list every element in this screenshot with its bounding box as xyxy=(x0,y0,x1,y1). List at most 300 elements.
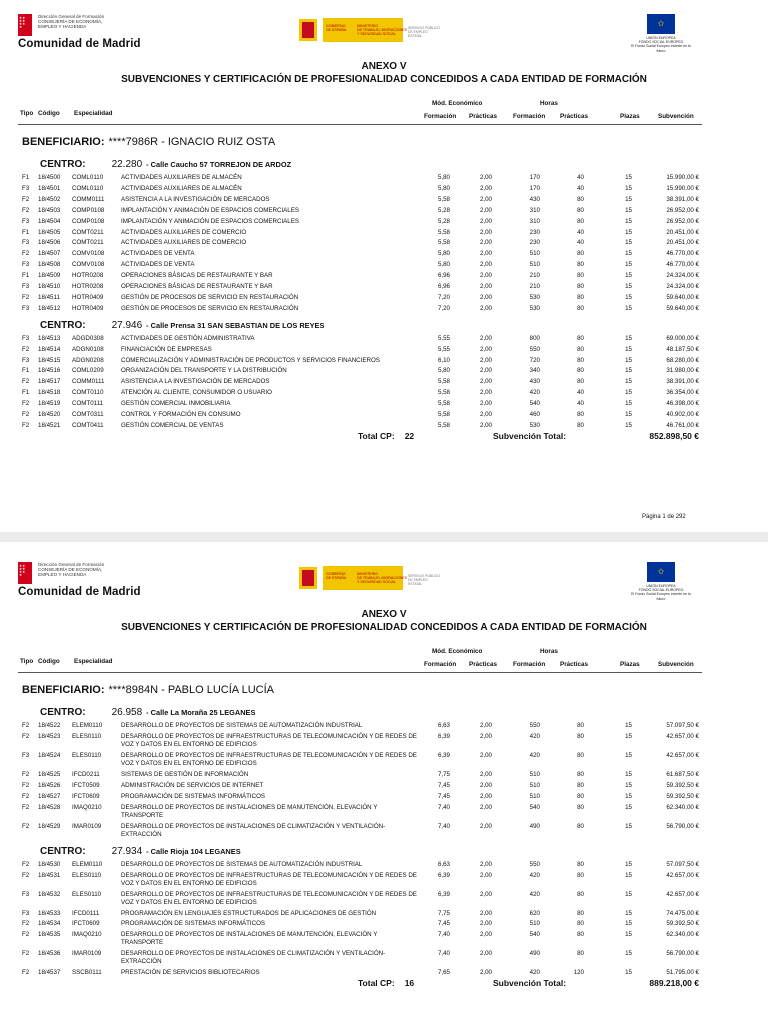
cell-mod-practicas: 2,00 xyxy=(479,389,492,397)
table-row xyxy=(0,872,768,890)
cell-subvencion: 24.324,00 € xyxy=(666,272,699,280)
cell-horas-formacion: 530 xyxy=(529,304,540,312)
cell-mod-practicas: 2,00 xyxy=(479,400,492,408)
cell-tipo: F2 xyxy=(22,732,30,740)
cell-codigo: 18/4518 xyxy=(38,389,61,397)
table-row xyxy=(0,722,768,731)
table-row xyxy=(0,950,768,968)
cell-mod-formacion: 7,40 xyxy=(437,803,450,811)
cell-especialidad: PRESTACIÓN DE SERVICIOS BIBLIOTECARIOS xyxy=(121,969,260,977)
cell-tipo: F2 xyxy=(22,950,30,958)
cell-plazas: 15 xyxy=(625,822,632,830)
cell-codigo: 18/4534 xyxy=(38,920,61,928)
cell-codigo: 18/4515 xyxy=(38,356,61,364)
cell-codigo: 18/4525 xyxy=(38,770,61,778)
cell-horas-practicas: 80 xyxy=(577,722,584,729)
cell-codigo: 18/4531 xyxy=(38,871,61,879)
table-row xyxy=(0,861,768,870)
cell-horas-formacion: 430 xyxy=(529,378,540,386)
col-horas: Horas xyxy=(540,100,558,107)
centro-line xyxy=(40,320,324,331)
cell-especialidad-code: IFCT0609 xyxy=(72,920,100,928)
col-subvencion: Subvención xyxy=(658,661,694,668)
cell-horas-practicas: 80 xyxy=(577,283,584,290)
cell-codigo: 18/4500 xyxy=(38,174,61,181)
cell-plazas: 15 xyxy=(625,920,632,928)
cell-subvencion: 57.097,50 € xyxy=(666,722,699,729)
cell-subvencion: 24.324,00 € xyxy=(666,283,699,290)
cell-codigo: 18/4507 xyxy=(38,250,61,258)
cell-mod-practicas: 2,00 xyxy=(479,421,492,429)
cell-mod-practicas: 2,00 xyxy=(479,751,492,759)
table-row xyxy=(0,378,768,387)
centro-address: - Calle La Moraña 25 LEGANES xyxy=(146,708,256,717)
ministry-line: MINISTERIO xyxy=(357,572,378,576)
subv-total-label: Subvención Total: xyxy=(493,978,567,989)
cell-horas-formacion: 510 xyxy=(529,770,540,778)
cell-tipo: F2 xyxy=(22,250,30,258)
cell-especialidad: DESARROLLO DE PROYECTOS DE INFRAESTRUCTURAS DE TELECOMUNICACIÓN Y DE REDES DE VOZ Y DATOS EN EL ENTORNO DE EDIFICIOS xyxy=(121,751,417,767)
ministry-line: MINISTERIO xyxy=(357,24,378,28)
cell-plazas: 15 xyxy=(625,871,632,879)
cell-horas-practicas: 80 xyxy=(577,250,584,258)
cell-especialidad-code: IMAQ0210 xyxy=(72,803,102,811)
cell-mod-formacion: 5,58 xyxy=(437,239,450,247)
cell-especialidad-code: COMT0110 xyxy=(72,389,104,397)
cell-horas-practicas: 80 xyxy=(577,378,584,386)
cell-plazas: 15 xyxy=(625,781,632,789)
cell-tipo: F2 xyxy=(22,803,30,811)
eu-line: El Fondo Social Europeo invierte en tu futuro xyxy=(631,44,691,53)
table-row xyxy=(0,218,768,227)
table-row xyxy=(0,969,768,978)
cell-mod-formacion: 7,45 xyxy=(437,792,450,800)
cell-codigo: 18/4526 xyxy=(38,781,61,789)
cell-plazas: 15 xyxy=(625,860,632,868)
cell-mod-formacion: 6,39 xyxy=(437,890,450,898)
cell-mod-practicas: 2,00 xyxy=(479,909,492,917)
cell-tipo: F3 xyxy=(22,304,30,312)
cell-horas-practicas: 80 xyxy=(577,871,584,879)
cell-subvencion: 61.687,50 € xyxy=(666,770,699,778)
cell-especialidad-code: ELES0110 xyxy=(72,890,102,898)
cell-plazas: 15 xyxy=(625,367,632,375)
sepe-line: DE EMPLEO ESTATAL xyxy=(408,578,428,586)
cell-tipo: F3 xyxy=(22,261,30,269)
cell-especialidad-code: HOTR0208 xyxy=(72,272,104,280)
col-especialidad: Especialidad xyxy=(74,658,113,665)
cell-horas-practicas: 80 xyxy=(577,345,584,353)
cell-horas-practicas: 80 xyxy=(577,770,584,778)
cell-tipo: F3 xyxy=(22,751,30,759)
cell-mod-practicas: 2,00 xyxy=(479,860,492,868)
cell-mod-practicas: 2,00 xyxy=(479,920,492,928)
cell-especialidad-code: COMT0211 xyxy=(72,228,104,236)
cell-plazas: 15 xyxy=(625,770,632,778)
cell-horas-formacion: 540 xyxy=(529,931,540,939)
cell-mod-formacion: 6,63 xyxy=(437,722,450,729)
table-row xyxy=(0,346,768,355)
cell-plazas: 15 xyxy=(625,334,632,342)
cell-mod-formacion: 7,20 xyxy=(437,304,450,312)
cell-codigo: 18/4520 xyxy=(38,411,61,418)
centro-label: CENTRO: xyxy=(40,319,86,331)
table-row xyxy=(0,422,768,431)
total-cp-value: 16 xyxy=(404,978,415,989)
cell-especialidad: CONTROL Y FORMACIÓN EN CONSUMO xyxy=(121,411,241,418)
cell-subvencion: 62.340,00 € xyxy=(666,803,699,811)
cell-horas-practicas: 40 xyxy=(577,239,584,247)
cell-plazas: 15 xyxy=(625,345,632,353)
col-tipo: Tipo xyxy=(20,110,34,117)
cell-horas-practicas: 120 xyxy=(573,969,584,977)
cell-mod-formacion: 6,39 xyxy=(437,871,450,879)
cell-horas-practicas: 80 xyxy=(577,890,584,898)
cell-horas-practicas: 80 xyxy=(577,781,584,789)
cell-especialidad: DESARROLLO DE PROYECTOS DE SISTEMAS DE AUTOMATIZACIÓN INDUSTRIAL xyxy=(121,860,363,868)
cell-mod-formacion: 7,65 xyxy=(437,969,450,977)
cell-mod-formacion: 6,96 xyxy=(437,283,450,290)
total-cp xyxy=(358,978,414,988)
cell-mod-formacion: 7,20 xyxy=(437,293,450,301)
cell-especialidad-code: COML0209 xyxy=(72,367,104,375)
centro-line xyxy=(40,846,241,857)
cell-subvencion: 59.392,50 € xyxy=(666,920,699,928)
cell-tipo: F3 xyxy=(22,356,30,364)
cell-horas-practicas: 80 xyxy=(577,195,584,203)
cell-especialidad: DESARROLLO DE PROYECTOS DE INFRAESTRUCTURAS DE TELECOMUNICACIÓN Y DE REDES DE VOZ Y DATOS EN EL ENTORNO DE EDIFICIOS xyxy=(121,890,417,906)
cell-especialidad-code: IFCT0609 xyxy=(72,792,100,800)
cell-subvencion: 42.657,00 € xyxy=(666,751,699,759)
cell-plazas: 15 xyxy=(625,239,632,247)
cell-plazas: 15 xyxy=(625,969,632,977)
page-header: ★★ ★★ ★★ ★ Dirección General de Formación CONSEJERÍA DE ECONOMÍA, EMPLEO Y HACIENDA Comunidad de Madrid GOBIERNO DE ESPAÑA MINISTERIO DE TRABAJO, MIGRACIONES Y SEGURIDAD SOCIAL SERVICIO PÚBLICO DE EMPLEO ESTATAL ✩ UNIÓN EUROPEA FONDO SOCIAL EUROPEO El Fondo Social Europeo invierte en tu futuro xyxy=(0,0,768,60)
page-header: ★★ ★★ ★★ ★ Dirección General de Formación CONSEJERÍA DE ECONOMÍA, EMPLEO Y HACIENDA Comunidad de Madrid GOBIERNO DE ESPAÑA MINISTERIO DE TRABAJO, MIGRACIONES Y SEGURIDAD SOCIAL SERVICIO PÚBLICO DE EMPLEO ESTATAL ✩ UNIÓN EUROPEA FONDO SOCIAL EUROPEO El Fondo Social Europeo invierte en tu futuro xyxy=(0,548,768,608)
cell-tipo: F2 xyxy=(22,781,30,789)
cell-mod-practicas: 2,00 xyxy=(479,239,492,247)
cell-subvencion: 46.761,00 € xyxy=(666,421,699,429)
cell-mod-practicas: 2,00 xyxy=(479,272,492,280)
page-separator xyxy=(0,532,768,542)
cell-tipo: F3 xyxy=(22,909,30,917)
cell-especialidad: ADMINISTRACIÓN DE SERVICIOS DE INTERNET xyxy=(121,781,264,789)
cell-horas-formacion: 800 xyxy=(529,334,540,342)
cell-codigo: 18/4516 xyxy=(38,367,61,375)
cell-horas-formacion: 550 xyxy=(529,722,540,729)
table-row xyxy=(0,400,768,409)
cell-especialidad: ATENCIÓN AL CLIENTE, CONSUMIDOR O USUARIO xyxy=(121,389,272,397)
ministry-line: Y SEGURIDAD SOCIAL xyxy=(357,580,396,584)
cell-mod-practicas: 2,00 xyxy=(479,722,492,729)
cell-horas-practicas: 80 xyxy=(577,792,584,800)
cell-mod-practicas: 2,00 xyxy=(479,206,492,214)
cell-plazas: 15 xyxy=(625,184,632,192)
cell-mod-formacion: 6,63 xyxy=(437,860,450,868)
cell-subvencion: 38.391,00 € xyxy=(666,195,699,203)
cell-mod-formacion: 5,55 xyxy=(437,334,450,342)
cell-especialidad-code: IMAR0109 xyxy=(72,950,102,958)
cell-tipo: F2 xyxy=(22,206,30,214)
coat-of-arms-icon xyxy=(299,19,317,41)
cell-plazas: 15 xyxy=(625,751,632,759)
cell-plazas: 15 xyxy=(625,206,632,214)
cell-especialidad: ACTIVIDADES DE VENTA xyxy=(121,261,195,269)
cell-tipo: F2 xyxy=(22,822,30,830)
cell-especialidad-code: IFCD0211 xyxy=(72,770,100,778)
cell-mod-practicas: 2,00 xyxy=(479,732,492,740)
cell-plazas: 15 xyxy=(625,400,632,408)
cell-especialidad-code: COMV0108 xyxy=(72,261,105,269)
cell-horas-practicas: 80 xyxy=(577,421,584,429)
subv-total-label: Subvención Total: xyxy=(493,430,567,441)
cell-horas-practicas: 80 xyxy=(577,920,584,928)
cell-tipo: F2 xyxy=(22,722,30,729)
madrid-flag-icon: ★★ ★★ ★★ ★ xyxy=(18,14,32,36)
cell-horas-formacion: 510 xyxy=(529,920,540,928)
cell-subvencion: 56.790,00 € xyxy=(666,950,699,958)
gob-line: DE ESPAÑA xyxy=(326,28,347,32)
eu-line: FONDO SOCIAL EUROPEO xyxy=(638,40,684,45)
cell-horas-formacion: 510 xyxy=(529,781,540,789)
table-row xyxy=(0,196,768,205)
beneficiario-line xyxy=(22,684,274,696)
cell-mod-practicas: 2,00 xyxy=(479,304,492,312)
cell-plazas: 15 xyxy=(625,389,632,397)
cell-mod-formacion: 5,58 xyxy=(437,411,450,418)
gob-line: DE ESPAÑA xyxy=(326,576,347,580)
col-tipo: Tipo xyxy=(20,658,34,665)
cell-plazas: 15 xyxy=(625,909,632,917)
cell-horas-practicas: 80 xyxy=(577,217,584,225)
cell-mod-practicas: 2,00 xyxy=(479,184,492,192)
cell-tipo: F2 xyxy=(22,195,30,203)
table-row xyxy=(0,367,768,376)
cell-subvencion: 68.280,00 € xyxy=(666,356,699,364)
cell-plazas: 15 xyxy=(625,272,632,280)
cell-tipo: F2 xyxy=(22,770,30,778)
cell-especialidad: GESTIÓN DE PROCESOS DE SERVICIO EN RESTAURACIÓN xyxy=(121,293,299,301)
cell-mod-formacion: 5,58 xyxy=(437,389,450,397)
cell-codigo: 18/4530 xyxy=(38,860,61,868)
cell-plazas: 15 xyxy=(625,250,632,258)
cell-codigo: 18/4532 xyxy=(38,890,61,898)
cell-horas-practicas: 80 xyxy=(577,732,584,740)
cell-especialidad: DESARROLLO DE PROYECTOS DE INFRAESTRUCTURAS DE TELECOMUNICACIÓN Y DE REDES DE VOZ Y DATOS EN EL ENTORNO DE EDIFICIOS xyxy=(121,871,417,887)
col-mod-econ: Mód. Económico xyxy=(432,100,483,107)
cell-tipo: F2 xyxy=(22,969,30,977)
region-name: Comunidad de Madrid xyxy=(18,38,141,50)
cell-subvencion: 26.952,00 € xyxy=(666,217,699,225)
cell-mod-practicas: 2,00 xyxy=(479,195,492,203)
cell-subvencion: 31.980,00 € xyxy=(666,367,699,375)
cell-horas-practicas: 80 xyxy=(577,803,584,811)
cell-especialidad: IMPLANTACIÓN Y ANIMACIÓN DE ESPACIOS COMERCIALES xyxy=(121,206,299,214)
cell-especialidad-code: IMAQ0210 xyxy=(72,931,102,939)
cell-subvencion: 59.640,00 € xyxy=(666,304,699,312)
cell-subvencion: 59.392,50 € xyxy=(666,792,699,800)
cell-especialidad-code: IMAR0109 xyxy=(72,822,102,830)
cell-horas-formacion: 540 xyxy=(529,803,540,811)
cell-plazas: 15 xyxy=(625,293,632,301)
ministry-line: Y SEGURIDAD SOCIAL xyxy=(357,32,396,36)
cell-especialidad: PROGRAMACIÓN EN LENGUAJES ESTRUCTURADOS DE APLICACIONES DE GESTIÓN xyxy=(121,909,377,917)
cell-tipo: F2 xyxy=(22,421,30,429)
cell-especialidad: ASISTENCIA A LA INVESTIGACIÓN DE MERCADOS xyxy=(121,195,270,203)
cell-tipo: F3 xyxy=(22,283,30,290)
cell-horas-practicas: 40 xyxy=(577,400,584,408)
table-row xyxy=(0,207,768,216)
cell-subvencion: 42.657,00 € xyxy=(666,871,699,879)
annex-subtitle: SUBVENCIONES Y CERTIFICACIÓN DE PROFESIONALIDAD CONCEDIDOS A CADA ENTIDAD DE FORMACIÓN xyxy=(121,74,647,85)
cell-horas-formacion: 170 xyxy=(529,174,540,181)
cell-mod-formacion: 5,80 xyxy=(437,367,450,375)
document-page-2 xyxy=(0,548,768,1024)
cell-codigo: 18/4504 xyxy=(38,217,61,225)
total-cp xyxy=(358,431,414,441)
annex-subtitle: SUBVENCIONES Y CERTIFICACIÓN DE PROFESIONALIDAD CONCEDIDOS A CADA ENTIDAD DE FORMACIÓN xyxy=(121,622,647,633)
cell-subvencion: 69.000,00 € xyxy=(666,334,699,342)
cell-horas-formacion: 430 xyxy=(529,195,540,203)
gobierno-espana-logo xyxy=(296,564,440,592)
cell-mod-practicas: 2,00 xyxy=(479,770,492,778)
cell-horas-practicas: 40 xyxy=(577,184,584,192)
cell-subvencion: 40.902,00 € xyxy=(666,411,699,418)
col-codigo: Código xyxy=(38,110,60,117)
cell-mod-practicas: 2,00 xyxy=(479,356,492,364)
cell-mod-practicas: 2,00 xyxy=(479,378,492,386)
cell-subvencion: 15.990,00 € xyxy=(666,174,699,181)
cell-horas-practicas: 80 xyxy=(577,931,584,939)
centro-number: 22.280 xyxy=(111,159,143,170)
ministry-line: DE TRABAJO, MIGRACIONES xyxy=(357,576,408,580)
cell-subvencion: 51.795,00 € xyxy=(666,969,699,977)
cell-horas-formacion: 720 xyxy=(529,356,540,364)
cell-plazas: 15 xyxy=(625,283,632,290)
cell-especialidad: PROGRAMACIÓN DE SISTEMAS INFORMÁTICOS xyxy=(121,920,266,928)
cell-plazas: 15 xyxy=(625,304,632,312)
table-row xyxy=(0,804,768,822)
cell-codigo: 18/4510 xyxy=(38,283,61,290)
ministry-line: DE TRABAJO, MIGRACIONES xyxy=(357,28,408,32)
cell-tipo: F3 xyxy=(22,334,30,342)
cell-subvencion: 46.770,00 € xyxy=(666,261,699,269)
cell-tipo: F3 xyxy=(22,239,30,247)
gob-line: GOBIERNO xyxy=(326,572,346,576)
dg-line: Dirección General de Formación xyxy=(38,14,105,19)
cell-tipo: F1 xyxy=(22,228,30,236)
cell-tipo: F2 xyxy=(22,378,30,386)
cell-especialidad: DESARROLLO DE PROYECTOS DE INSTALACIONES DE MANUTENCIÓN, ELEVACIÓN Y TRANSPORTE xyxy=(121,931,378,947)
cell-horas-formacion: 420 xyxy=(529,732,540,740)
cell-mod-practicas: 2,00 xyxy=(479,822,492,830)
cell-horas-formacion: 420 xyxy=(529,751,540,759)
cell-plazas: 15 xyxy=(625,195,632,203)
cell-codigo: 18/4502 xyxy=(38,195,61,203)
cell-subvencion: 26.952,00 € xyxy=(666,206,699,214)
col-plazas: Plazas xyxy=(620,661,640,668)
cell-horas-practicas: 40 xyxy=(577,389,584,397)
table-row xyxy=(0,174,768,183)
cell-horas-formacion: 420 xyxy=(529,871,540,879)
col-horas-formacion: Formación xyxy=(513,661,546,668)
dg-line: EMPLEO Y HACIENDA xyxy=(38,24,87,29)
cell-especialidad-code: COMT0111 xyxy=(72,400,104,408)
col-formacion: Formación xyxy=(424,113,457,120)
cell-horas-formacion: 490 xyxy=(529,822,540,830)
cell-especialidad: DESARROLLO DE PROYECTOS DE INSTALACIONES DE MANUTENCIÓN, ELEVACIÓN Y TRANSPORTE xyxy=(121,803,378,819)
cell-mod-formacion: 5,80 xyxy=(437,250,450,258)
table-row xyxy=(0,733,768,751)
col-mod-econ: Mód. Económico xyxy=(432,648,483,655)
cell-mod-practicas: 2,00 xyxy=(479,174,492,181)
cell-codigo: 18/4506 xyxy=(38,239,61,247)
cell-horas-formacion: 490 xyxy=(529,950,540,958)
cell-especialidad-code: ADGN0108 xyxy=(72,345,104,353)
cell-especialidad: FINANCIACIÓN DE EMPRESAS xyxy=(121,345,212,353)
dg-line: EMPLEO Y HACIENDA xyxy=(38,572,87,577)
cell-especialidad: SISTEMAS DE GESTIÓN DE INFORMACIÓN xyxy=(121,770,249,778)
cell-codigo: 18/4535 xyxy=(38,931,61,939)
cell-especialidad: ASISTENCIA A LA INVESTIGACIÓN DE MERCADOS xyxy=(121,378,270,386)
cell-especialidad-code: ELEM0110 xyxy=(72,860,103,868)
cell-horas-formacion: 550 xyxy=(529,345,540,353)
document-title xyxy=(0,60,768,86)
cell-mod-formacion: 5,58 xyxy=(437,195,450,203)
cell-horas-formacion: 510 xyxy=(529,792,540,800)
col-codigo: Código xyxy=(38,658,60,665)
cell-codigo: 18/4501 xyxy=(38,184,61,192)
cell-mod-formacion: 7,75 xyxy=(437,770,450,778)
cell-especialidad-code: COMM0111 xyxy=(72,378,105,386)
beneficiario-label: BENEFICIARIO: xyxy=(22,136,105,148)
cell-especialidad: ACTIVIDADES AUXILIARES DE COMERCIO xyxy=(121,239,247,247)
cell-tipo: F1 xyxy=(22,367,30,375)
cell-plazas: 15 xyxy=(625,931,632,939)
col-formacion: Formación xyxy=(424,661,457,668)
cell-subvencion: 59.640,00 € xyxy=(666,293,699,301)
sepe-line: SERVICIO PÚBLICO xyxy=(408,26,440,30)
cell-horas-practicas: 80 xyxy=(577,356,584,364)
cell-mod-practicas: 2,00 xyxy=(479,871,492,879)
table-row xyxy=(0,239,768,248)
cell-tipo: F1 xyxy=(22,174,30,181)
eu-line: El Fondo Social Europeo invierte en tu futuro xyxy=(631,592,691,601)
cell-mod-practicas: 2,00 xyxy=(479,345,492,353)
centro-number: 27.946 xyxy=(111,319,143,331)
cell-plazas: 15 xyxy=(625,950,632,958)
table-row xyxy=(0,250,768,259)
cell-mod-practicas: 2,00 xyxy=(479,334,492,342)
cell-horas-formacion: 540 xyxy=(529,400,540,408)
page-number: Página 1 de 292 xyxy=(642,514,686,520)
cell-tipo: F2 xyxy=(22,792,30,800)
cell-mod-practicas: 2,00 xyxy=(479,367,492,375)
cell-mod-formacion: 7,45 xyxy=(437,781,450,789)
dg-line: CONSEJERÍA DE ECONOMÍA, xyxy=(38,19,103,24)
cell-codigo: 18/4503 xyxy=(38,206,61,214)
cell-tipo: F2 xyxy=(22,871,30,879)
sepe-line: SERVICIO PÚBLICO xyxy=(408,574,440,578)
cell-mod-formacion: 5,28 xyxy=(437,217,450,225)
cell-subvencion: 48.187,50 € xyxy=(666,345,699,353)
col-horas: Horas xyxy=(540,648,558,655)
cell-especialidad-code: SSCB0111 xyxy=(72,969,102,977)
cell-codigo: 18/4521 xyxy=(38,421,61,429)
col-horas-practicas: Prácticas xyxy=(560,661,589,668)
dg-line: CONSEJERÍA DE ECONOMÍA, xyxy=(38,567,103,572)
cell-horas-formacion: 310 xyxy=(529,217,540,225)
cell-mod-practicas: 2,00 xyxy=(479,411,492,418)
